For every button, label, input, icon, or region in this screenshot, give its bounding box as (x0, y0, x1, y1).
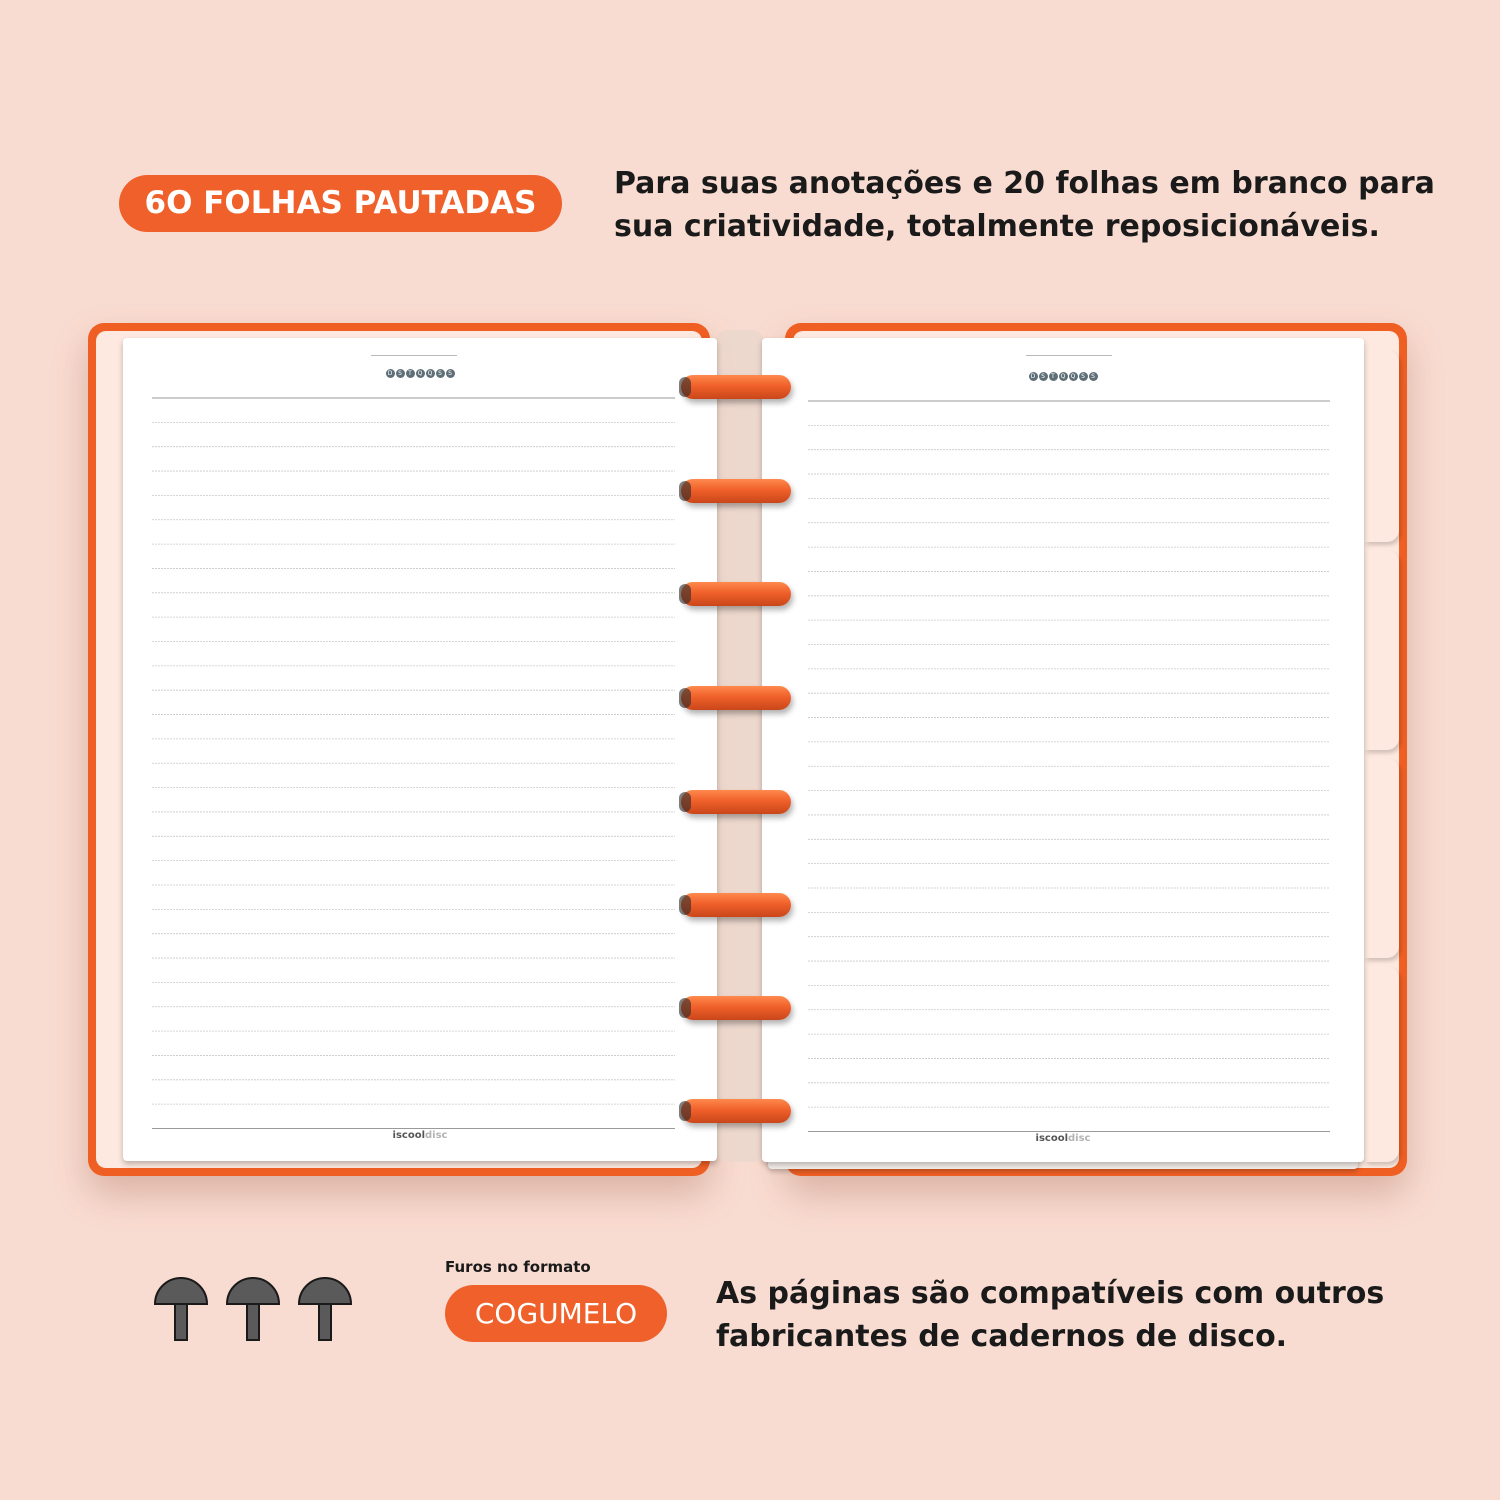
ruled-lines (123, 338, 717, 1161)
weekday-dot: Q (1069, 372, 1078, 381)
mushroom-hole-icon (225, 1274, 281, 1342)
weekday-dot: T (406, 369, 415, 378)
weekday-dot: S (1089, 372, 1098, 381)
divider-tab-3[interactable] (1365, 758, 1399, 958)
weekday-dot: T (1049, 372, 1058, 381)
weekday-dot: Q (416, 369, 425, 378)
spine (716, 330, 764, 1162)
weekday-dot: S (1039, 372, 1048, 381)
hole-format-badge: COGUMELO (445, 1285, 667, 1342)
binder-ring (681, 893, 791, 917)
sheets-description: Para suas anotações e 20 folhas em branco para sua criatividade, totalmente reposicionáveis. (614, 166, 1435, 244)
divider-tab-4[interactable] (1365, 966, 1399, 1162)
lined-page-right (762, 338, 1364, 1162)
binder-ring (681, 686, 791, 710)
binder-ring (681, 790, 791, 814)
binder-ring (681, 582, 791, 606)
brand-logo: iscooldisc (392, 1130, 448, 1141)
sheets-count-badge: 6O FOLHAS PAUTADAS (119, 175, 562, 232)
weekday-dot: S (436, 369, 445, 378)
brand-logo: iscooldisc (1035, 1133, 1091, 1144)
weekday-dot: S (396, 369, 405, 378)
binder-ring (681, 996, 791, 1020)
compatibility-description: As páginas são compatíveis com outros fabricantes de cadernos de disco. (716, 1276, 1385, 1354)
weekday-dot: Q (1059, 372, 1068, 381)
mushroom-hole-icon (153, 1274, 209, 1342)
binder-ring (681, 375, 791, 399)
lined-page-left (123, 338, 717, 1161)
divider-tab-2[interactable] (1365, 550, 1399, 750)
weekday-dot: D (1029, 372, 1038, 381)
hole-format-label: Furos no formato (445, 1258, 591, 1276)
weekday-dot: Q (426, 369, 435, 378)
mushroom-hole-icon (297, 1274, 353, 1342)
weekday-dot: S (446, 369, 455, 378)
binder-ring (681, 479, 791, 503)
ruled-lines (762, 338, 1364, 1162)
divider-tab-1[interactable] (1365, 350, 1399, 542)
weekday-dot: S (1079, 372, 1088, 381)
weekday-dot: D (386, 369, 395, 378)
binder-ring (681, 1099, 791, 1123)
